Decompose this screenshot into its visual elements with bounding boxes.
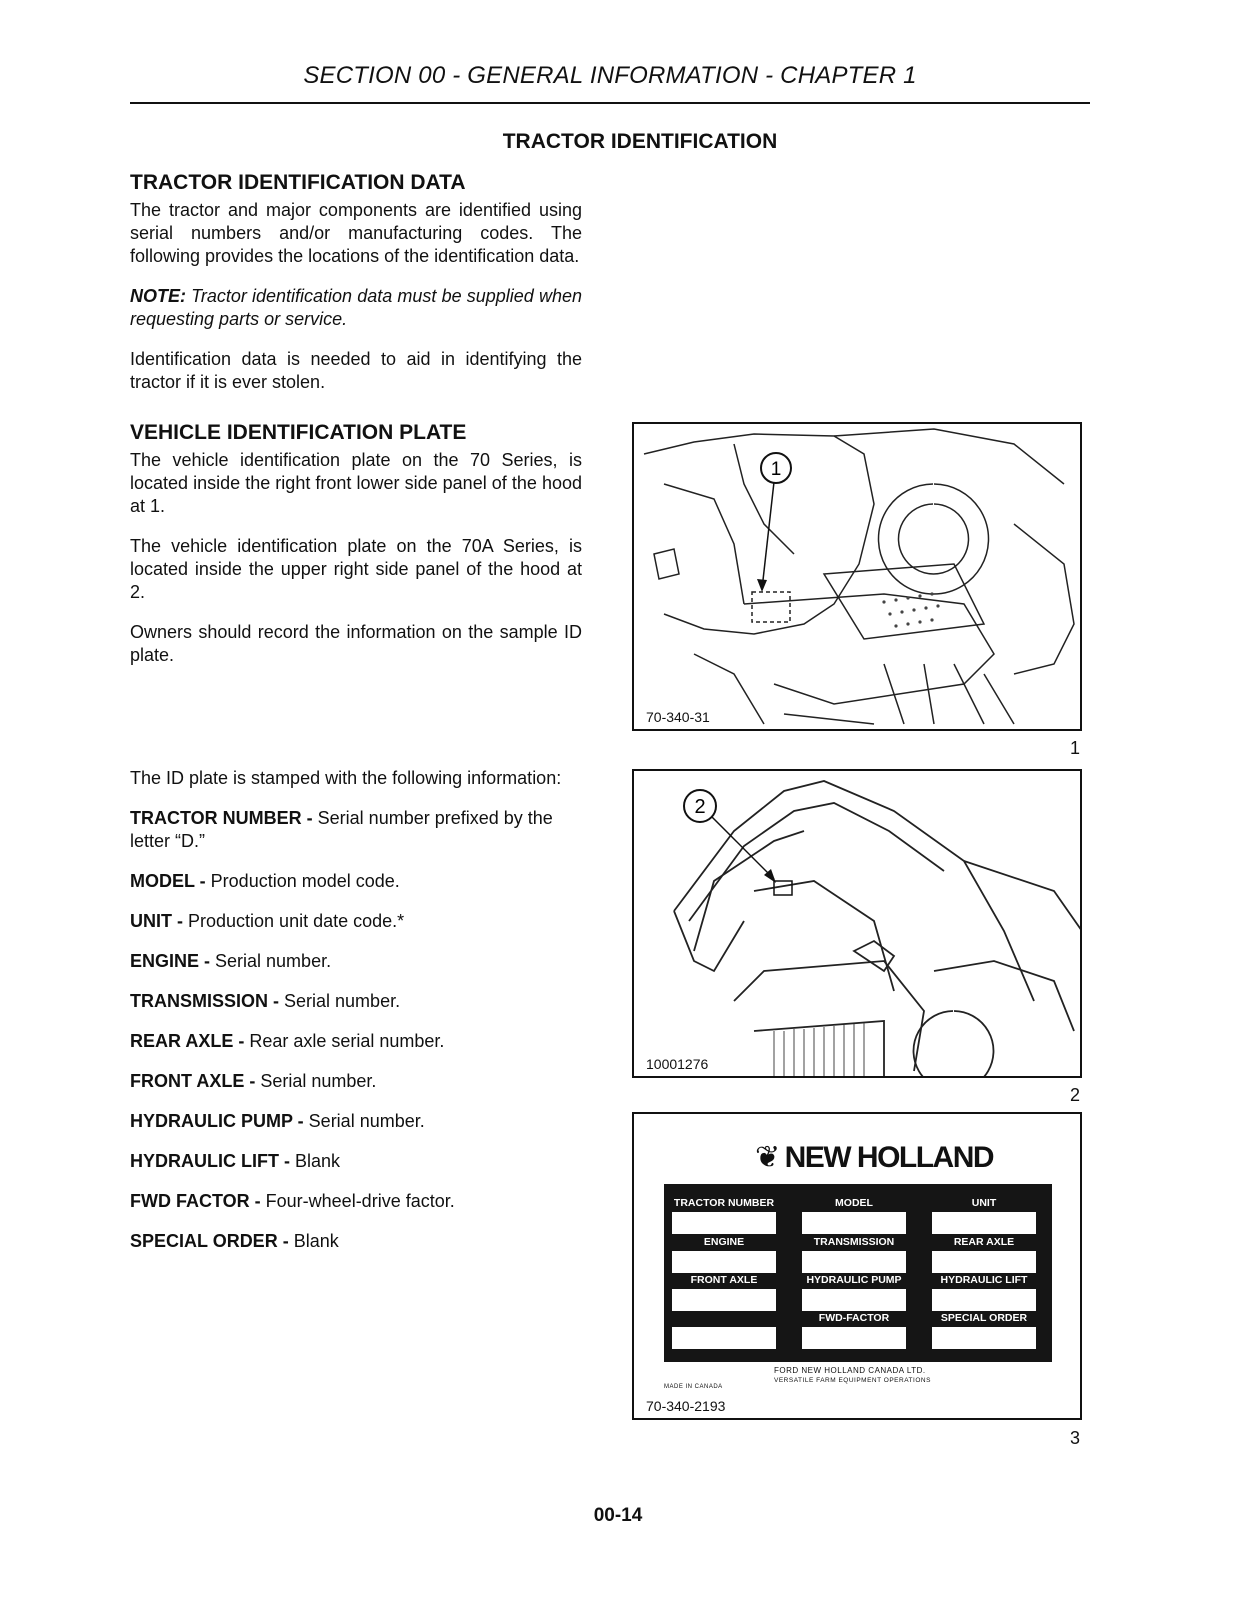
figure-3-sample-id-plate <box>632 1112 1082 1420</box>
plate-made-in-text: MADE IN CANADA <box>664 1384 723 1390</box>
page-header <box>130 62 1090 104</box>
svg-text:2: 2 <box>694 796 706 818</box>
note-text: Tractor identification data must be supplied when requesting parts or service. <box>130 286 582 329</box>
page-title: TRACTOR IDENTIFICATION <box>502 130 778 153</box>
stamped-item: FRONT AXLE - Serial number. <box>130 1071 377 1091</box>
stamped-item: SPECIAL ORDER - Blank <box>130 1231 339 1251</box>
owners-record-paragraph: Owners should record the information on the sample ID plate. <box>130 622 582 665</box>
figure-1-code: 70-340-31 <box>646 709 710 725</box>
stamped-item: ENGINE - Serial number. <box>130 951 332 971</box>
plate-field: HYDRAULIC PUMP <box>802 1273 906 1311</box>
figure-1-tractor-hood-illustration <box>632 422 1082 731</box>
plate-field: FRONT AXLE <box>672 1273 776 1311</box>
plate-field: MODEL <box>802 1196 906 1234</box>
plate-field: SPECIAL ORDER <box>932 1311 1036 1349</box>
figure-3-code: 70-340-2193 <box>646 1398 726 1414</box>
plate-field: TRACTOR NUMBER <box>672 1196 776 1234</box>
identification-data-heading: TRACTOR IDENTIFICATION DATA <box>130 171 466 194</box>
identification-data-intro: The tractor and major components are identified using serial numbers and/or manufacturing codes. The following provides the locations of the identification data. <box>130 200 582 266</box>
theft-paragraph: Identification data is needed to aid in identifying the tractor if it is ever stolen. <box>130 349 582 392</box>
figure-3-number: 3 <box>1070 1428 1081 1448</box>
figure-2-code: 10001276 <box>646 1056 709 1072</box>
stamped-info-section <box>130 767 582 1270</box>
stamped-item: MODEL - Production model code. <box>130 871 400 891</box>
plate-field: REAR AXLE <box>932 1235 1036 1273</box>
plate-field: FWD-FACTOR <box>802 1311 906 1349</box>
plate-field <box>672 1311 776 1349</box>
id-plate-grid <box>664 1184 1052 1362</box>
stamped-intro: The ID plate is stamped with the following information: <box>130 768 562 788</box>
stamped-item: TRACTOR NUMBER - Serial number prefixed by the letter “D.” <box>130 808 553 851</box>
plate-maker-text: FORD NEW HOLLAND CANADA LTD. VERSATILE FARM EQUIPMENT OPERATIONS <box>774 1366 931 1384</box>
identification-data-section <box>130 171 582 411</box>
plate-field: ENGINE <box>672 1235 776 1273</box>
plate-field: UNIT <box>932 1196 1036 1234</box>
stamped-item: REAR AXLE - Rear axle serial number. <box>130 1031 445 1051</box>
callout-2-icon <box>634 771 1082 1078</box>
stamped-item: HYDRAULIC PUMP - Serial number. <box>130 1111 425 1131</box>
note-label: NOTE: <box>130 286 186 306</box>
plate-brand <box>744 1140 1004 1175</box>
plate-70-series-paragraph: The vehicle identification plate on the 70 Series, is located inside the right front lower side panel of the hood at 1. <box>130 450 582 516</box>
plate-70a-series-paragraph: The vehicle identification plate on the 70A Series, is located inside the upper right side panel of the hood at 2. <box>130 536 582 602</box>
figure-1-number: 1 <box>1070 738 1081 758</box>
stamped-item: TRANSMISSION - Serial number. <box>130 991 401 1011</box>
stamped-item: FWD FACTOR - Four-wheel-drive factor. <box>130 1191 455 1211</box>
page-number: 00-14 <box>593 1505 643 1526</box>
note-paragraph <box>130 285 582 331</box>
figure-2-open-hood-illustration <box>632 769 1082 1078</box>
stamped-item: HYDRAULIC LIFT - Blank <box>130 1151 341 1171</box>
new-holland-leaf-logo-icon: ❦ <box>754 1141 779 1174</box>
vehicle-plate-section <box>130 421 582 684</box>
vehicle-plate-heading: VEHICLE IDENTIFICATION PLATE <box>130 421 467 444</box>
stamped-item: UNIT - Production unit date code.* <box>130 911 405 931</box>
brand-name: NEW HOLLAND <box>784 1141 994 1174</box>
plate-field: TRANSMISSION <box>802 1235 906 1273</box>
svg-text:1: 1 <box>770 459 782 480</box>
figure-2-number: 2 <box>1070 1085 1081 1105</box>
section-title: SECTION 00 - GENERAL INFORMATION - CHAPTER 1 <box>303 62 917 89</box>
plate-field: HYDRAULIC LIFT <box>932 1273 1036 1311</box>
callout-1-icon <box>634 424 1082 731</box>
